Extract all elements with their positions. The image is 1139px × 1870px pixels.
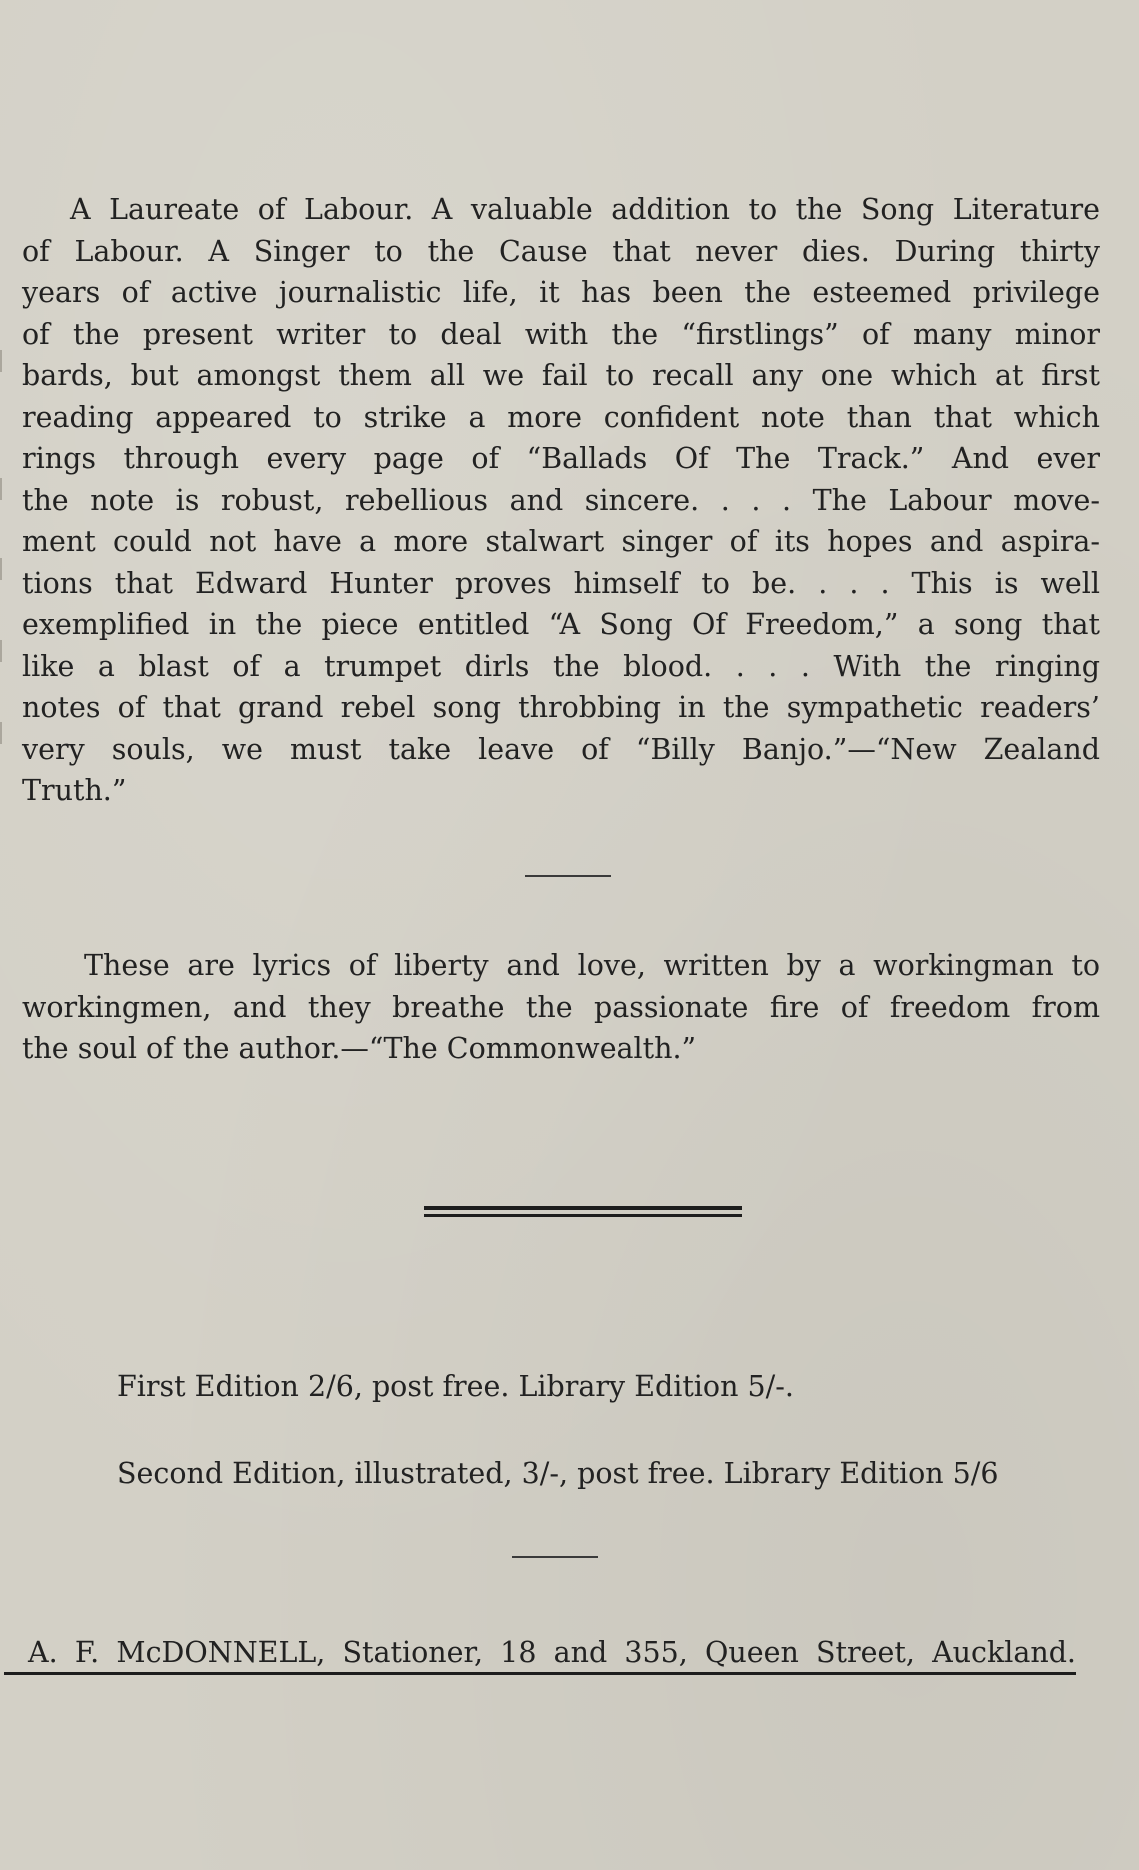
review-line: exemplified in the piece entitled “A Song Of Freedom,” a song that — [22, 608, 1100, 641]
section-divider — [512, 1556, 598, 1558]
review-line: Truth.” — [22, 774, 127, 807]
publisher-underline — [4, 1672, 1076, 1675]
review-line: These are lyrics of liberty and love, written by a workingman to — [84, 949, 1100, 982]
review-line: ment could not have a more stalwart singer of its hopes and aspira- — [22, 525, 1100, 558]
review-line: years of active journalistic life, it has been the esteemed privilege — [22, 276, 1100, 309]
publisher-imprint: A. F. McDONNELL, Stationer, 18 and 355, Queen Street, Auckland. — [28, 1636, 1076, 1669]
margin-mark — [0, 478, 16, 500]
double-rule-divider — [424, 1206, 742, 1218]
review-line: the soul of the author.—“The Commonwealth.” — [22, 1032, 697, 1065]
review-new-zealand-truth — [22, 189, 1100, 812]
review-line: the note is robust, rebellious and sincere. . . . The Labour move- — [22, 483, 1100, 517]
review-line: workingmen, and they breathe the passionate fire of freedom from — [22, 990, 1100, 1024]
section-divider — [525, 875, 611, 877]
review-line: rings through every page of “Ballads Of The Track.” And ever — [22, 442, 1100, 475]
review-line: of Labour. A Singer to the Cause that never dies. During thirty — [22, 234, 1100, 268]
margin-mark — [0, 558, 16, 580]
review-line: bards, but amongst them all we fail to recall any one which at first — [22, 359, 1100, 392]
second-edition-price: Second Edition, illustrated, 3/-, post free. Library Edition 5/6 — [117, 1457, 999, 1490]
first-edition-price: First Edition 2/6, post free. Library Edition 5/-. — [117, 1370, 794, 1403]
margin-mark — [0, 350, 16, 372]
review-line: of the present writer to deal with the “firstlings” of many minor — [22, 317, 1100, 351]
review-line: very souls, we must take leave of “Billy Banjo.”—“New Zealand — [22, 732, 1100, 766]
review-line: reading appeared to strike a more confident note than that which — [22, 400, 1100, 434]
review-line: like a blast of a trumpet dirls the blood. . . . With the ringing — [22, 649, 1100, 683]
review-commonwealth — [22, 945, 1100, 1070]
review-line: tions that Edward Hunter proves himself to be. . . . This is well — [22, 566, 1100, 600]
margin-mark — [0, 722, 16, 744]
review-line: notes of that grand rebel song throbbing in the sympathetic readers’ — [22, 691, 1100, 724]
margin-mark — [0, 640, 16, 662]
review-line: A Laureate of Labour. A valuable addition to the Song Literature — [70, 193, 1100, 226]
